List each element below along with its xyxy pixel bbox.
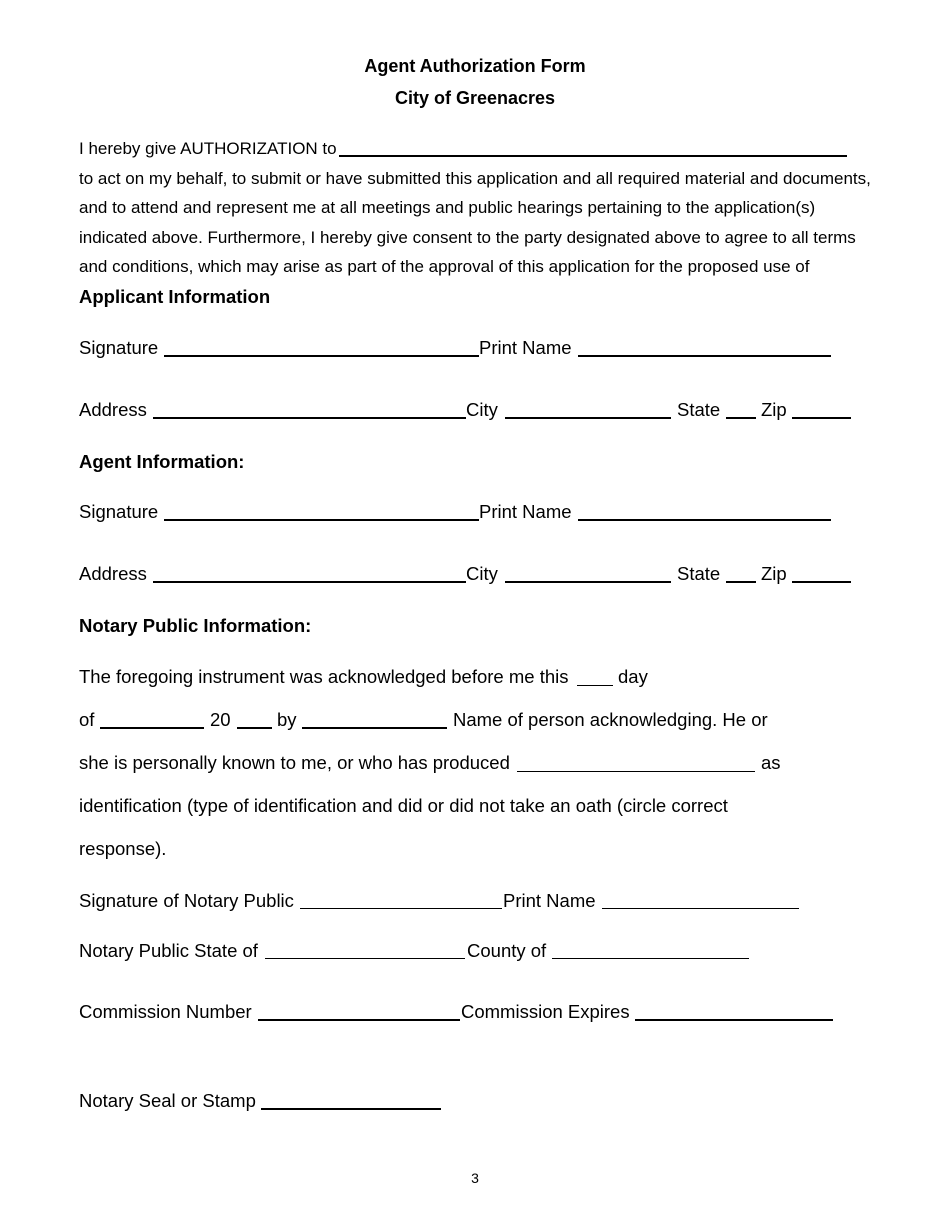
notary-seal-label: Notary Seal or Stamp [79,1090,256,1111]
notary-line-4-text: identification (type of identification and did or did not take an oath (circle correct [79,795,728,816]
form-subtitle: City of Greenacres [394,88,556,108]
agent-signature-label: Signature [79,501,159,522]
authorization-line-4: and conditions, which may arise as part of the approval of this application for the proposed use of [79,257,810,276]
applicant-heading: Applicant Information [79,286,271,307]
agent-address-label: Address [79,563,147,584]
applicant-signature-label: Signature [79,337,159,358]
authorization-lead: I hereby give AUTHORIZATION to [79,139,337,158]
notary-year-prefix: 20 [210,709,231,730]
agent-zip-blank[interactable] [792,581,851,583]
authorized-agent-blank[interactable] [339,155,847,157]
applicant-state-label: State [677,399,721,420]
notary-line-1-text: The foregoing instrument was acknowledged before me this [79,666,569,687]
agent-signature-blank[interactable] [164,519,479,521]
acknowledged-year-blank[interactable] [237,727,272,729]
agent-zip-label: Zip [761,563,787,584]
notary-print-name-label: Print Name [503,890,596,911]
agent-state-label: State [677,563,721,584]
applicant-signature-blank[interactable] [164,355,479,357]
applicant-print-name-blank[interactable] [578,355,831,357]
identification-produced-blank[interactable] [517,771,755,772]
notary-of-label: of [79,709,95,730]
notary-heading: Notary Public Information: [79,615,312,636]
notary-state-label: Notary Public State of [79,940,258,961]
applicant-zip-label: Zip [761,399,787,420]
acknowledging-person-blank[interactable] [302,727,447,729]
notary-county-blank[interactable] [552,958,749,959]
notary-signature-label: Signature of Notary Public [79,890,294,911]
page-number: 3 [471,1170,479,1186]
authorization-line-3: indicated above. Furthermore, I hereby give consent to the party designated above to agree to all terms [79,228,856,247]
notary-state-blank[interactable] [265,958,465,959]
commission-number-blank[interactable] [258,1019,460,1021]
applicant-address-label: Address [79,399,147,420]
acknowledged-day-blank[interactable] [577,685,613,686]
authorization-line-1: to act on my behalf, to submit or have submitted this application and all required material and documents, [79,169,871,188]
agent-print-name-label: Print Name [479,501,572,522]
notary-signature-blank[interactable] [300,908,502,909]
notary-line-2-tail: Name of person acknowledging. He or [453,709,768,730]
agent-heading: Agent Information: [79,451,245,472]
notary-by-label: by [277,709,297,730]
agent-city-label: City [466,563,498,584]
notary-county-label: County of [467,940,547,961]
notary-seal-blank[interactable] [261,1108,441,1110]
notary-line-5-text: response). [79,838,167,859]
applicant-city-blank[interactable] [505,417,671,419]
commission-expires-blank[interactable] [635,1019,833,1021]
commission-expires-label: Commission Expires [461,1001,630,1022]
applicant-zip-blank[interactable] [792,417,851,419]
agent-city-blank[interactable] [505,581,671,583]
commission-number-label: Commission Number [79,1001,252,1022]
applicant-print-name-label: Print Name [479,337,572,358]
authorization-line-2: and to attend and represent me at all meetings and public hearings pertaining to the application(s) [79,198,816,217]
agent-print-name-blank[interactable] [578,519,831,521]
agent-state-blank[interactable] [726,581,756,583]
notary-print-name-blank[interactable] [602,908,799,909]
notary-line-3-text: she is personally known to me, or who has produced [79,752,510,773]
acknowledged-month-blank[interactable] [100,727,204,729]
agent-address-blank[interactable] [153,581,466,583]
applicant-address-blank[interactable] [153,417,466,419]
form-title: Agent Authorization Form [364,56,586,76]
notary-as-label: as [761,752,781,773]
notary-day-label: day [618,666,648,687]
applicant-state-blank[interactable] [726,417,756,419]
applicant-city-label: City [466,399,498,420]
